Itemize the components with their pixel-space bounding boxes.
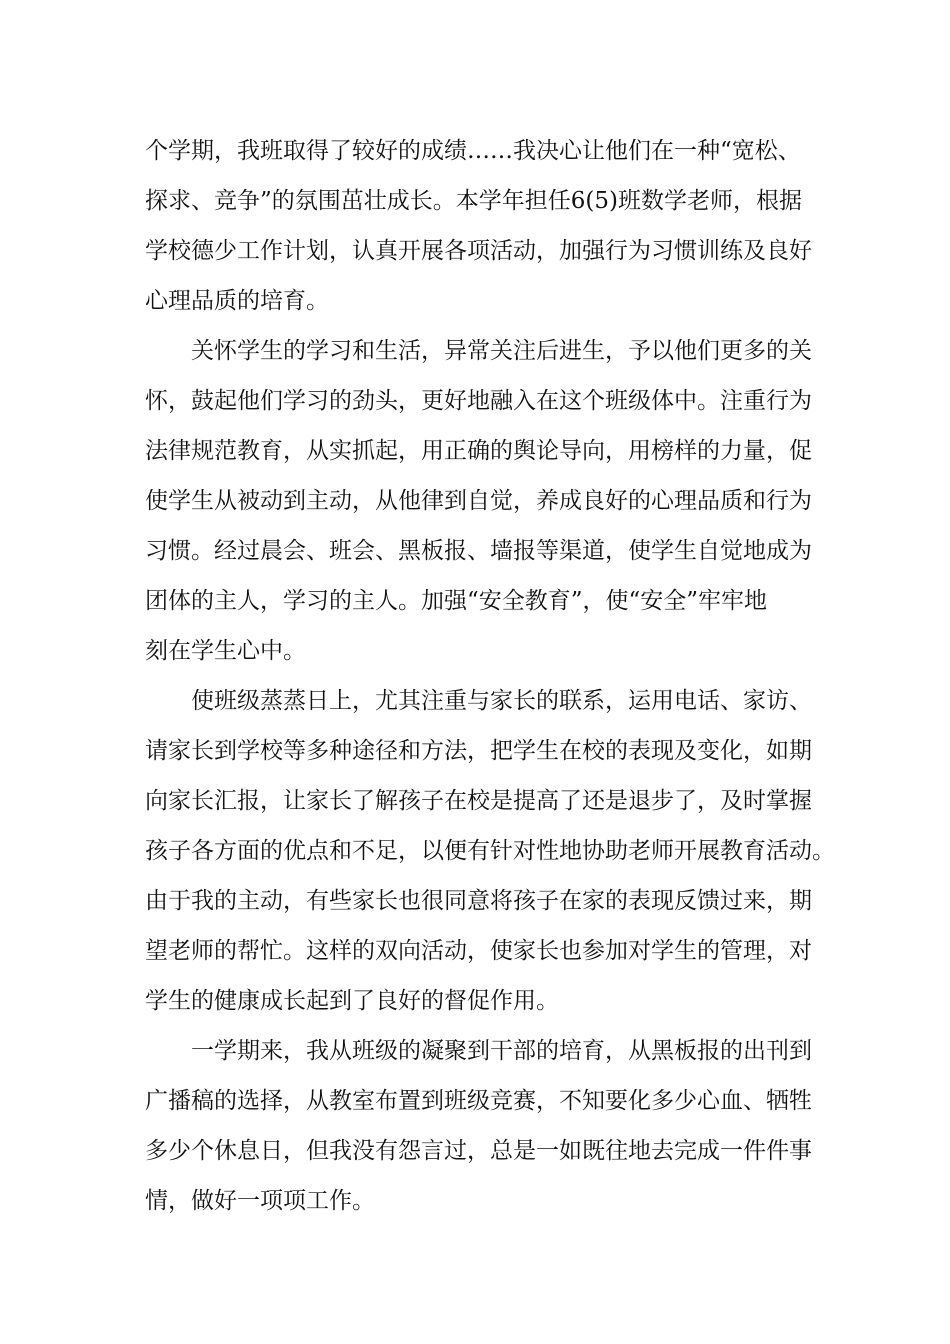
text-line: 使班级蒸蒸日上，尤其注重与家长的联系，运用电话、家访、 <box>145 688 812 714</box>
paragraph-2 <box>145 326 815 676</box>
paragraph-4 <box>145 1026 815 1226</box>
text-line: 团体的主人，学习的主人。加强“安全教育”，使“安全”牢牢地 <box>145 588 768 614</box>
text-line: 一学期来，我从班级的凝聚到干部的培育，从黑板报的出刊到 <box>145 1038 812 1064</box>
text-line: 学生的健康成长起到了良好的督促作用。 <box>145 988 559 1014</box>
text-line: 学校德少工作计划，认真开展各项活动，加强行为习惯训练及良好 <box>145 238 812 264</box>
text-line: 由于我的主动，有些家长也很同意将孩子在家的表现反馈过来，期 <box>145 888 812 914</box>
paragraph-3 <box>145 676 835 1026</box>
text-line: 刻在学生心中。 <box>145 638 306 664</box>
text-line: 请家长到学校等多种途径和方法，把学生在校的表现及变化，如期 <box>145 738 812 764</box>
text-line: 向家长汇报，让家长了解孩子在校是提高了还是退步了，及时掌握 <box>145 788 812 814</box>
text-line: 法律规范教育，从实抓起，用正确的舆论导向，用榜样的力量，促 <box>145 438 812 464</box>
paragraph-1 <box>145 126 815 326</box>
text-line: 关怀学生的学习和生活，异常关注后进生，予以他们更多的关 <box>145 338 812 364</box>
text-line: 望老师的帮忙。这样的双向活动，使家长也参加对学生的管理，对 <box>145 938 812 964</box>
text-line: 广播稿的选择，从教室布置到班级竞赛，不知要化多少心血、牺牲 <box>145 1088 812 1114</box>
text-line: 习惯。经过晨会、班会、黑板报、墙报等渠道，使学生自觉地成为 <box>145 538 812 564</box>
text-line: 心理品质的培育。 <box>145 288 329 314</box>
text-line: 探求、竞争”的氛围茁壮成长。本学年担任6(5)班数学老师，根据 <box>145 188 802 214</box>
text-line: 怀，鼓起他们学习的劲头，更好地融入在这个班级体中。注重行为 <box>145 388 812 414</box>
text-line: 多少个休息日，但我没有怨言过，总是一如既往地去完成一件件事 <box>145 1138 812 1164</box>
text-line: 个学期，我班取得了较好的成绩……我决心让他们在一种“宽松、 <box>145 138 801 164</box>
text-line: 孩子各方面的优点和不足，以便有针对性地协助老师开展教育活动。 <box>145 838 835 864</box>
text-line: 情，做好一项项工作。 <box>145 1188 375 1214</box>
document-body <box>145 126 835 1226</box>
text-line: 使学生从被动到主动，从他律到自觉，养成良好的心理品质和行为 <box>145 488 812 514</box>
